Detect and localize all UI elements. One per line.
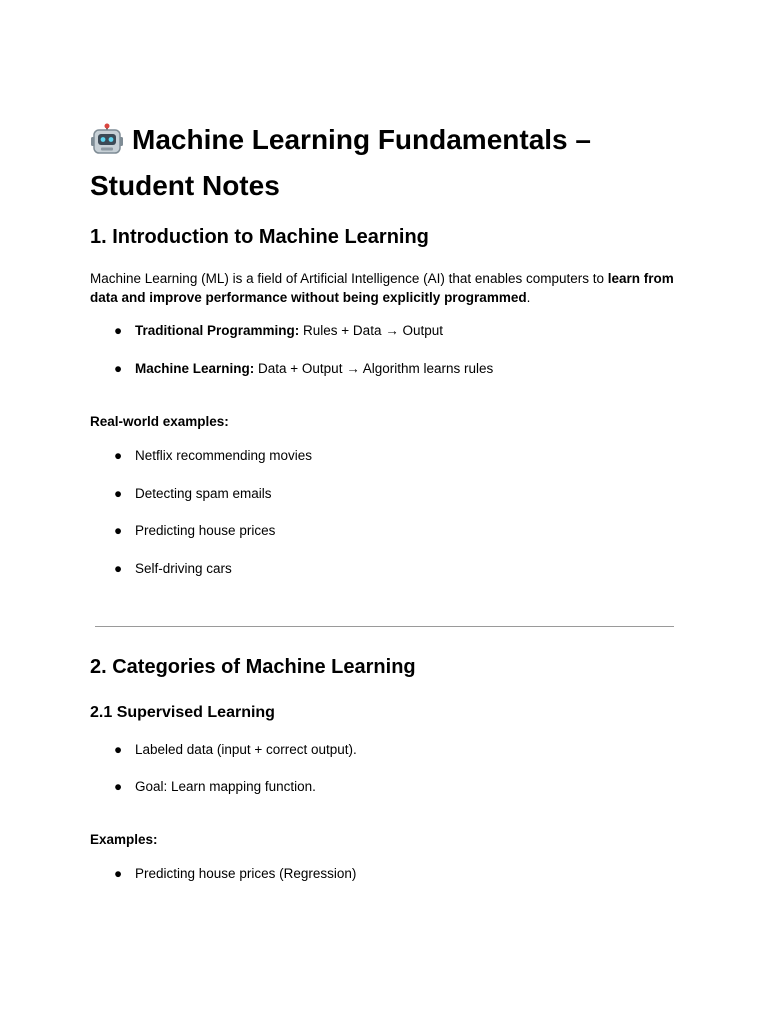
robot-icon (90, 123, 124, 166)
bullet-icon: ● (114, 486, 123, 501)
document-page: Machine Learning Fundamentals – Student Notes 1. Introduction to Machine Learning Machine Learning (ML) is a field of Artificial Intelligence (AI) that enables computers to learn from data and improve performance without being explicitly programmed. ● Traditional Programming: Rules + Data → Output ● Machine Learning: Data + Output → Algorithm learns rules Real-world examples: ● Netflix recommending movies ● Detecting spam emails ● Predicting house prices ● Self-driving cars 2. Categories of Machine Learning 2.1 Supervised Learning ● Labeled data (input + correct output). ● Goal: Learn mapping function. Examples: ● Predicting house prices (Regression) (0, 0, 768, 1024)
section-1-heading: 1. Introduction to Machine Learning (90, 226, 429, 248)
subsection-2-1-heading: 2.1 Supervised Learning (90, 704, 275, 721)
bullet-icon: ● (114, 866, 123, 881)
bullet-icon: ● (114, 361, 123, 376)
bullet-icon: ● (114, 742, 123, 757)
bullet-icon: ● (114, 523, 123, 538)
page-title: Machine Learning Fundamentals – Student Notes (90, 124, 591, 201)
horizontal-divider (95, 626, 674, 627)
bullet-icon: ● (114, 323, 123, 338)
bullet-icon: ● (114, 561, 123, 576)
bullet-icon: ● (114, 779, 123, 794)
intro-paragraph: Machine Learning (ML) is a field of Artificial Intelligence (AI) that enables computers to learn from data and improve performance without being explicitly programmed. (90, 271, 674, 305)
examples-label: Examples: (90, 832, 158, 847)
real-world-examples-label: Real-world examples: (90, 414, 229, 429)
bullet-icon: ● (114, 448, 123, 463)
section-2-heading: 2. Categories of Machine Learning (90, 656, 416, 678)
